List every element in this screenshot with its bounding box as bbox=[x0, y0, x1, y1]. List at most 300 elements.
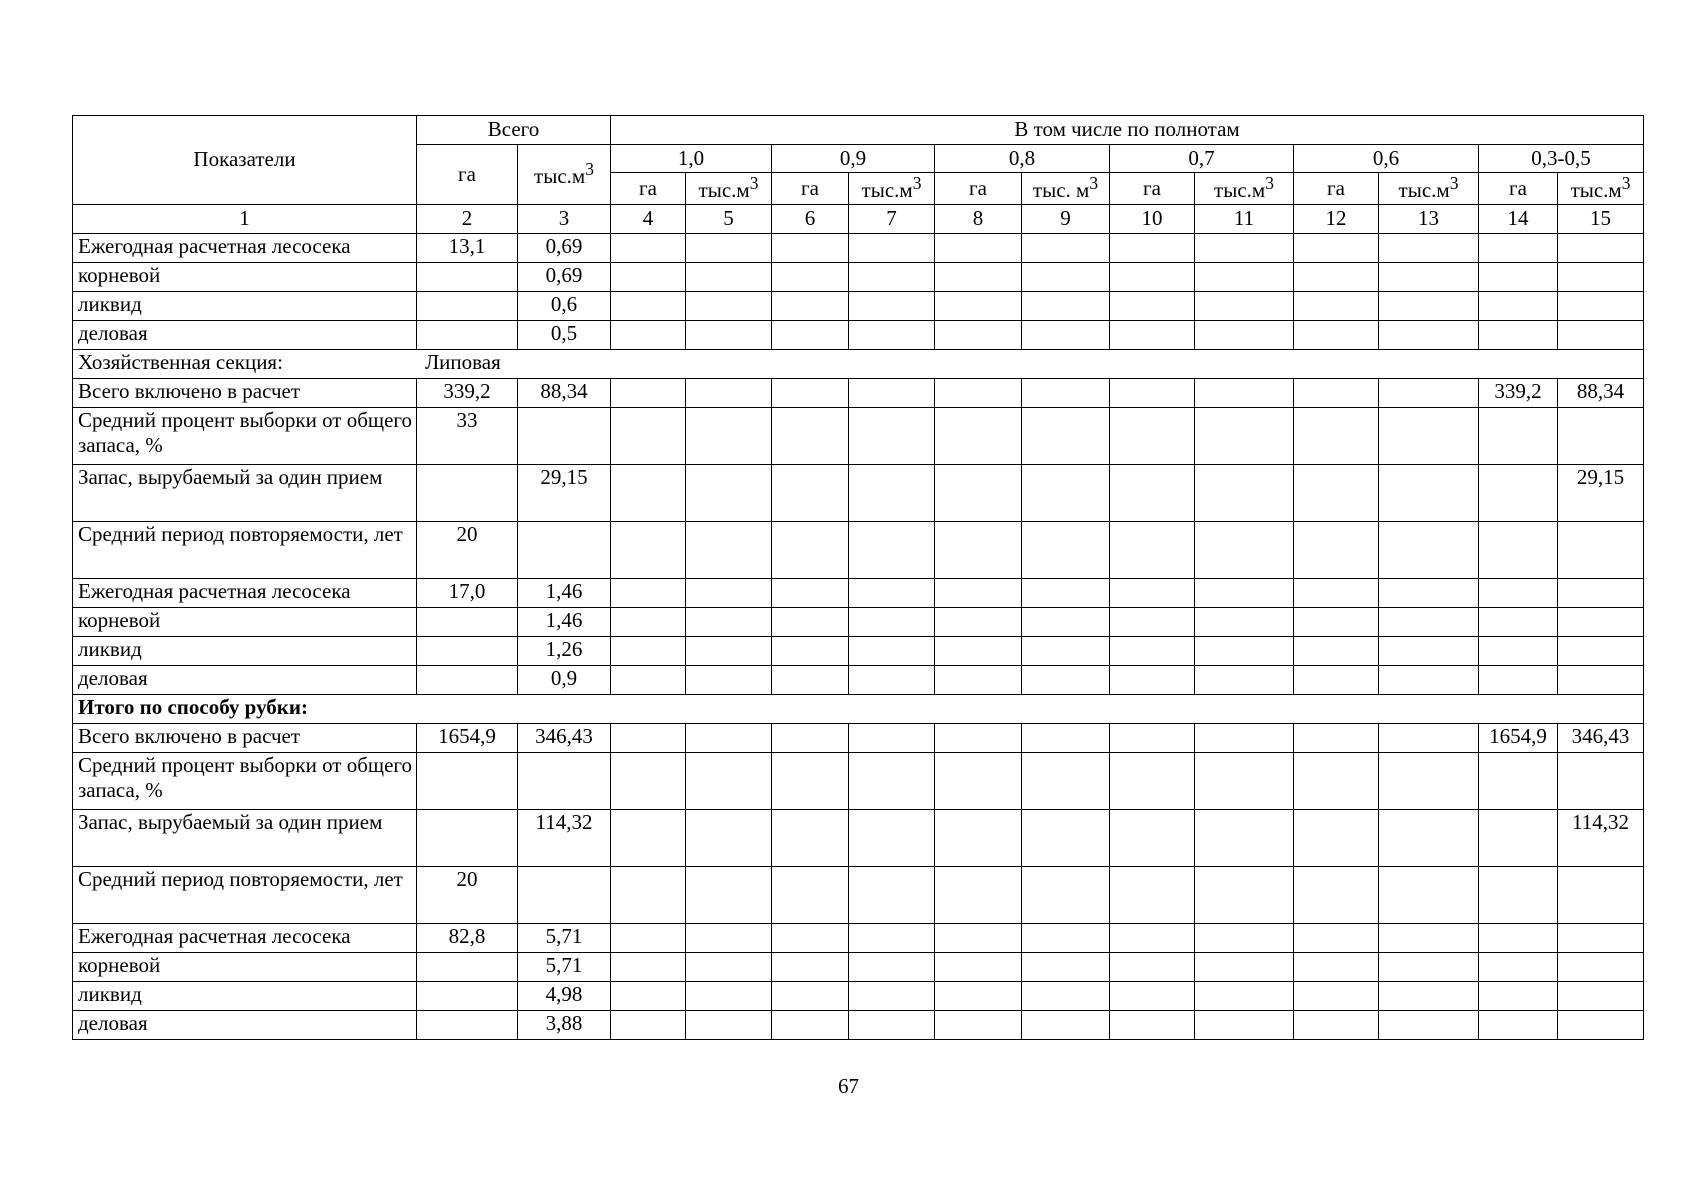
header-density-2: 0,9 bbox=[772, 145, 935, 173]
header-total-vol: $тыс.м^3$ bbox=[518, 145, 611, 205]
empty-cell bbox=[1110, 378, 1195, 407]
empty-cell bbox=[1110, 809, 1195, 866]
empty-cell bbox=[611, 262, 686, 291]
empty-cell bbox=[772, 866, 849, 923]
empty-cell bbox=[1379, 291, 1479, 320]
table-row bbox=[73, 866, 1644, 923]
empty-cell bbox=[1110, 952, 1195, 981]
empty-cell bbox=[772, 578, 849, 607]
empty-cell bbox=[849, 952, 935, 981]
empty-cell bbox=[1379, 923, 1479, 952]
empty-cell bbox=[686, 1010, 772, 1039]
empty-cell bbox=[1022, 320, 1110, 349]
empty-cell bbox=[849, 923, 935, 952]
header-total: Всего bbox=[417, 116, 611, 145]
density-03-05-ha-cell: 1654,9 bbox=[1479, 723, 1558, 752]
empty-cell bbox=[686, 233, 772, 262]
total-vol-cell: 1,26 bbox=[518, 636, 611, 665]
table-row bbox=[73, 752, 1644, 809]
empty-cell bbox=[611, 866, 686, 923]
subtotal-heading-text: Итого по способу рубки: bbox=[78, 694, 308, 719]
empty-cell bbox=[1022, 636, 1110, 665]
table-row bbox=[73, 262, 1644, 291]
empty-cell bbox=[611, 464, 686, 521]
empty-cell bbox=[611, 923, 686, 952]
empty-cell bbox=[1294, 291, 1379, 320]
table-row bbox=[73, 923, 1644, 952]
density-03-05-ha-cell bbox=[1479, 607, 1558, 636]
table-row bbox=[73, 694, 1644, 723]
table-row bbox=[73, 723, 1644, 752]
empty-cell bbox=[1379, 866, 1479, 923]
column-number: 9 bbox=[1022, 204, 1110, 233]
empty-cell bbox=[849, 262, 935, 291]
header-unit-ha: га bbox=[1110, 173, 1195, 205]
empty-cell bbox=[1022, 464, 1110, 521]
total-ha-cell: 339,2 bbox=[417, 378, 518, 407]
total-vol-cell: 0,6 bbox=[518, 291, 611, 320]
total-vol-cell: 1,46 bbox=[518, 578, 611, 607]
table-row bbox=[73, 378, 1644, 407]
empty-cell bbox=[772, 464, 849, 521]
empty-cell bbox=[935, 320, 1022, 349]
empty-cell bbox=[686, 407, 772, 464]
empty-cell bbox=[1379, 723, 1479, 752]
empty-cell bbox=[1110, 262, 1195, 291]
empty-cell bbox=[772, 636, 849, 665]
empty-cell bbox=[1379, 378, 1479, 407]
table-row bbox=[73, 981, 1644, 1010]
empty-cell bbox=[686, 723, 772, 752]
empty-cell bbox=[1379, 578, 1479, 607]
empty-cell bbox=[1379, 752, 1479, 809]
row-label: Средний процент выборки от общего запаса, % bbox=[73, 407, 417, 464]
column-number: 13 bbox=[1379, 204, 1479, 233]
empty-cell bbox=[1379, 320, 1479, 349]
empty-cell bbox=[1195, 1010, 1294, 1039]
empty-cell bbox=[935, 636, 1022, 665]
empty-cell bbox=[1294, 607, 1379, 636]
empty-cell bbox=[849, 723, 935, 752]
total-vol-cell bbox=[518, 407, 611, 464]
total-ha-cell: 20 bbox=[417, 866, 518, 923]
empty-cell bbox=[1195, 233, 1294, 262]
empty-cell bbox=[935, 723, 1022, 752]
total-vol-cell: 114,32 bbox=[518, 809, 611, 866]
empty-cell bbox=[935, 923, 1022, 952]
empty-cell bbox=[772, 407, 849, 464]
row-label: деловая bbox=[73, 320, 417, 349]
density-03-05-ha-cell bbox=[1479, 1010, 1558, 1039]
empty-cell bbox=[1195, 665, 1294, 694]
empty-cell bbox=[1379, 809, 1479, 866]
empty-cell bbox=[1294, 378, 1379, 407]
density-03-05-vol-cell: 114,32 bbox=[1558, 809, 1644, 866]
empty-cell bbox=[935, 866, 1022, 923]
row-label: деловая bbox=[73, 1010, 417, 1039]
column-number: 11 bbox=[1195, 204, 1294, 233]
empty-cell bbox=[1294, 866, 1379, 923]
table-row bbox=[73, 1010, 1644, 1039]
empty-cell bbox=[686, 665, 772, 694]
empty-cell bbox=[1294, 578, 1379, 607]
empty-cell bbox=[686, 809, 772, 866]
column-number: 10 bbox=[1110, 204, 1195, 233]
empty-cell bbox=[849, 521, 935, 578]
empty-cell bbox=[935, 952, 1022, 981]
section-label: Хозяйственная секция: bbox=[78, 349, 283, 374]
empty-cell bbox=[1110, 923, 1195, 952]
total-vol-cell: 29,15 bbox=[518, 464, 611, 521]
empty-cell bbox=[1022, 262, 1110, 291]
empty-cell bbox=[1379, 521, 1479, 578]
empty-cell bbox=[849, 752, 935, 809]
row-label: Средний период повторяемости, лет bbox=[73, 521, 417, 578]
empty-cell bbox=[772, 923, 849, 952]
density-03-05-ha-cell bbox=[1479, 578, 1558, 607]
empty-cell bbox=[1022, 809, 1110, 866]
empty-cell bbox=[686, 378, 772, 407]
table-row bbox=[73, 607, 1644, 636]
empty-cell bbox=[935, 665, 1022, 694]
empty-cell bbox=[935, 578, 1022, 607]
empty-cell bbox=[611, 521, 686, 578]
empty-cell bbox=[772, 521, 849, 578]
empty-cell bbox=[849, 407, 935, 464]
density-03-05-vol-cell bbox=[1558, 752, 1644, 809]
empty-cell bbox=[1294, 233, 1379, 262]
header-indicators: Показатели bbox=[73, 116, 417, 205]
empty-cell bbox=[1022, 866, 1110, 923]
empty-cell bbox=[1110, 752, 1195, 809]
empty-cell bbox=[611, 809, 686, 866]
empty-cell bbox=[772, 320, 849, 349]
empty-cell bbox=[1379, 665, 1479, 694]
table-row bbox=[73, 464, 1644, 521]
empty-cell bbox=[1294, 521, 1379, 578]
column-number: 6 bbox=[772, 204, 849, 233]
density-03-05-vol-cell bbox=[1558, 521, 1644, 578]
header-unit-ha: га bbox=[1294, 173, 1379, 205]
empty-cell bbox=[1022, 233, 1110, 262]
total-ha-cell bbox=[417, 665, 518, 694]
empty-cell bbox=[1195, 262, 1294, 291]
table-row bbox=[73, 636, 1644, 665]
density-03-05-vol-cell bbox=[1558, 262, 1644, 291]
total-ha-cell: 20 bbox=[417, 521, 518, 578]
row-label: корневой bbox=[73, 262, 417, 291]
total-ha-cell: 17,0 bbox=[417, 578, 518, 607]
empty-cell bbox=[935, 233, 1022, 262]
density-03-05-vol-cell bbox=[1558, 665, 1644, 694]
density-03-05-vol-cell: 346,43 bbox=[1558, 723, 1644, 752]
empty-cell bbox=[611, 752, 686, 809]
density-03-05-vol-cell: 29,15 bbox=[1558, 464, 1644, 521]
total-vol-cell: 88,34 bbox=[518, 378, 611, 407]
column-number: 5 bbox=[686, 204, 772, 233]
density-03-05-vol-cell bbox=[1558, 952, 1644, 981]
column-number: 14 bbox=[1479, 204, 1558, 233]
total-vol-cell bbox=[518, 866, 611, 923]
density-03-05-vol-cell bbox=[1558, 291, 1644, 320]
empty-cell bbox=[1294, 464, 1379, 521]
empty-cell bbox=[772, 665, 849, 694]
empty-cell bbox=[1022, 752, 1110, 809]
empty-cell bbox=[611, 952, 686, 981]
empty-cell bbox=[1379, 952, 1479, 981]
header-density-6: 0,3-0,5 bbox=[1479, 145, 1644, 173]
header-unit-vol: $тыс.м^3$ bbox=[1379, 173, 1479, 205]
density-03-05-ha-cell bbox=[1479, 752, 1558, 809]
density-03-05-ha-cell bbox=[1479, 521, 1558, 578]
empty-cell bbox=[1022, 952, 1110, 981]
density-03-05-ha-cell bbox=[1479, 407, 1558, 464]
empty-cell bbox=[935, 809, 1022, 866]
empty-cell bbox=[935, 291, 1022, 320]
empty-cell bbox=[1110, 607, 1195, 636]
empty-cell bbox=[1294, 952, 1379, 981]
empty-cell bbox=[1195, 578, 1294, 607]
empty-cell bbox=[1022, 521, 1110, 578]
data-table bbox=[72, 115, 1644, 1040]
empty-cell bbox=[611, 981, 686, 1010]
section-row bbox=[73, 349, 1644, 378]
empty-cell bbox=[849, 665, 935, 694]
empty-cell bbox=[1195, 464, 1294, 521]
empty-cell bbox=[935, 521, 1022, 578]
empty-cell bbox=[1379, 233, 1479, 262]
empty-cell bbox=[1195, 809, 1294, 866]
density-03-05-ha-cell bbox=[1479, 464, 1558, 521]
empty-cell bbox=[1294, 752, 1379, 809]
header-unit-ha: га bbox=[935, 173, 1022, 205]
row-label: деловая bbox=[73, 665, 417, 694]
total-vol-cell: 1,46 bbox=[518, 607, 611, 636]
header-unit-vol: $тыс.м^3$ bbox=[1195, 173, 1294, 205]
total-vol-cell: 0,69 bbox=[518, 262, 611, 291]
row-label: корневой bbox=[73, 607, 417, 636]
empty-cell bbox=[686, 262, 772, 291]
empty-cell bbox=[1195, 981, 1294, 1010]
empty-cell bbox=[772, 952, 849, 981]
row-label: Запас, вырубаемый за один прием bbox=[73, 464, 417, 521]
empty-cell bbox=[1379, 981, 1479, 1010]
empty-cell bbox=[1110, 521, 1195, 578]
column-number: 8 bbox=[935, 204, 1022, 233]
density-03-05-vol-cell bbox=[1558, 866, 1644, 923]
empty-cell bbox=[1195, 952, 1294, 981]
empty-cell bbox=[1110, 291, 1195, 320]
row-label: ликвид bbox=[73, 981, 417, 1010]
table-row bbox=[73, 320, 1644, 349]
empty-cell bbox=[772, 233, 849, 262]
density-03-05-vol-cell bbox=[1558, 607, 1644, 636]
total-ha-cell bbox=[417, 952, 518, 981]
density-03-05-ha-cell bbox=[1479, 291, 1558, 320]
density-03-05-ha-cell bbox=[1479, 981, 1558, 1010]
empty-cell bbox=[1110, 723, 1195, 752]
density-03-05-ha-cell bbox=[1479, 636, 1558, 665]
column-number: 4 bbox=[611, 204, 686, 233]
total-ha-cell bbox=[417, 981, 518, 1010]
empty-cell bbox=[686, 521, 772, 578]
empty-cell bbox=[1022, 981, 1110, 1010]
density-03-05-vol-cell bbox=[1558, 636, 1644, 665]
total-ha-cell: 1654,9 bbox=[417, 723, 518, 752]
total-ha-cell bbox=[417, 291, 518, 320]
column-number: 7 bbox=[849, 204, 935, 233]
total-vol-cell bbox=[518, 752, 611, 809]
empty-cell bbox=[611, 1010, 686, 1039]
total-ha-cell: 33 bbox=[417, 407, 518, 464]
empty-cell bbox=[611, 378, 686, 407]
header-density-3: 0,8 bbox=[935, 145, 1110, 173]
column-number: 3 bbox=[518, 204, 611, 233]
empty-cell bbox=[1294, 636, 1379, 665]
empty-cell bbox=[772, 809, 849, 866]
density-03-05-ha-cell bbox=[1479, 233, 1558, 262]
empty-cell bbox=[849, 981, 935, 1010]
empty-cell bbox=[849, 809, 935, 866]
empty-cell bbox=[686, 981, 772, 1010]
column-number: 1 bbox=[73, 204, 417, 233]
empty-cell bbox=[772, 378, 849, 407]
column-number: 12 bbox=[1294, 204, 1379, 233]
header-unit-vol: $тыс.м^3$ bbox=[849, 173, 935, 205]
empty-cell bbox=[849, 378, 935, 407]
empty-cell bbox=[1110, 636, 1195, 665]
header-unit-ha: га bbox=[611, 173, 686, 205]
empty-cell bbox=[1195, 923, 1294, 952]
table-row bbox=[73, 665, 1644, 694]
empty-cell bbox=[849, 291, 935, 320]
empty-cell bbox=[1294, 723, 1379, 752]
empty-cell bbox=[1379, 607, 1479, 636]
empty-cell bbox=[935, 378, 1022, 407]
empty-cell bbox=[686, 291, 772, 320]
empty-cell bbox=[1195, 291, 1294, 320]
empty-cell bbox=[1110, 233, 1195, 262]
empty-cell bbox=[1379, 1010, 1479, 1039]
empty-cell bbox=[611, 407, 686, 464]
density-03-05-vol-cell: 88,34 bbox=[1558, 378, 1644, 407]
row-label: Ежегодная расчетная лесосека bbox=[73, 923, 417, 952]
section-value: Липовая bbox=[424, 349, 501, 374]
empty-cell bbox=[611, 607, 686, 636]
empty-cell bbox=[1110, 407, 1195, 464]
total-vol-cell: 0,69 bbox=[518, 233, 611, 262]
header-unit-ha: га bbox=[1479, 173, 1558, 205]
density-03-05-ha-cell bbox=[1479, 809, 1558, 866]
empty-cell bbox=[1294, 320, 1379, 349]
table-row bbox=[73, 291, 1644, 320]
density-03-05-ha-cell bbox=[1479, 866, 1558, 923]
empty-cell bbox=[1110, 981, 1195, 1010]
header-density-5: 0,6 bbox=[1294, 145, 1479, 173]
empty-cell bbox=[686, 464, 772, 521]
total-ha-cell bbox=[417, 752, 518, 809]
row-label: Средний процент выборки от общего запаса, % bbox=[73, 752, 417, 809]
total-vol-cell bbox=[518, 521, 611, 578]
empty-cell bbox=[611, 578, 686, 607]
empty-cell bbox=[1294, 665, 1379, 694]
empty-cell bbox=[772, 291, 849, 320]
empty-cell bbox=[686, 866, 772, 923]
empty-cell bbox=[1294, 262, 1379, 291]
empty-cell bbox=[849, 1010, 935, 1039]
header-unit-vol: $тыс.м^3$ bbox=[686, 173, 772, 205]
total-ha-cell bbox=[417, 1010, 518, 1039]
row-label: Ежегодная расчетная лесосека bbox=[73, 233, 417, 262]
row-label: Средний период повторяемости, лет bbox=[73, 866, 417, 923]
table-row bbox=[73, 407, 1644, 464]
density-03-05-ha-cell bbox=[1479, 923, 1558, 952]
row-label: ликвид bbox=[73, 291, 417, 320]
empty-cell bbox=[1022, 378, 1110, 407]
density-03-05-vol-cell bbox=[1558, 1010, 1644, 1039]
row-label: Ежегодная расчетная лесосека bbox=[73, 578, 417, 607]
empty-cell bbox=[772, 1010, 849, 1039]
empty-cell bbox=[935, 262, 1022, 291]
empty-cell bbox=[1195, 636, 1294, 665]
empty-cell bbox=[935, 607, 1022, 636]
density-03-05-ha-cell bbox=[1479, 262, 1558, 291]
density-03-05-vol-cell bbox=[1558, 407, 1644, 464]
density-03-05-vol-cell bbox=[1558, 981, 1644, 1010]
total-vol-cell: 0,5 bbox=[518, 320, 611, 349]
empty-cell bbox=[772, 723, 849, 752]
table-row bbox=[73, 809, 1644, 866]
density-03-05-ha-cell bbox=[1479, 665, 1558, 694]
empty-cell bbox=[1379, 407, 1479, 464]
empty-cell bbox=[935, 1010, 1022, 1039]
empty-cell bbox=[1110, 1010, 1195, 1039]
subtotal-heading bbox=[73, 694, 1644, 723]
header-density-4: 0,7 bbox=[1110, 145, 1294, 173]
density-03-05-vol-cell bbox=[1558, 320, 1644, 349]
empty-cell bbox=[1195, 866, 1294, 923]
table-row bbox=[73, 349, 1644, 378]
empty-cell bbox=[611, 723, 686, 752]
empty-cell bbox=[1110, 578, 1195, 607]
total-ha-cell: 13,1 bbox=[417, 233, 518, 262]
empty-cell bbox=[1022, 291, 1110, 320]
empty-cell bbox=[1022, 578, 1110, 607]
empty-cell bbox=[611, 320, 686, 349]
empty-cell bbox=[1195, 407, 1294, 464]
total-vol-cell: 0,9 bbox=[518, 665, 611, 694]
empty-cell bbox=[849, 464, 935, 521]
header-by-density: В том числе по полнотам bbox=[611, 116, 1644, 145]
empty-cell bbox=[849, 320, 935, 349]
empty-cell bbox=[686, 320, 772, 349]
empty-cell bbox=[686, 578, 772, 607]
table-row bbox=[73, 578, 1644, 607]
total-ha-cell bbox=[417, 262, 518, 291]
total-ha-cell bbox=[417, 607, 518, 636]
total-vol-cell: 3,88 bbox=[518, 1010, 611, 1039]
empty-cell bbox=[935, 752, 1022, 809]
total-vol-cell: 5,71 bbox=[518, 952, 611, 981]
empty-cell bbox=[1294, 407, 1379, 464]
empty-cell bbox=[935, 981, 1022, 1010]
empty-cell bbox=[1022, 923, 1110, 952]
empty-cell bbox=[1294, 1010, 1379, 1039]
header-total-ha: га bbox=[417, 145, 518, 205]
empty-cell bbox=[1022, 665, 1110, 694]
empty-cell bbox=[772, 262, 849, 291]
empty-cell bbox=[1022, 1010, 1110, 1039]
